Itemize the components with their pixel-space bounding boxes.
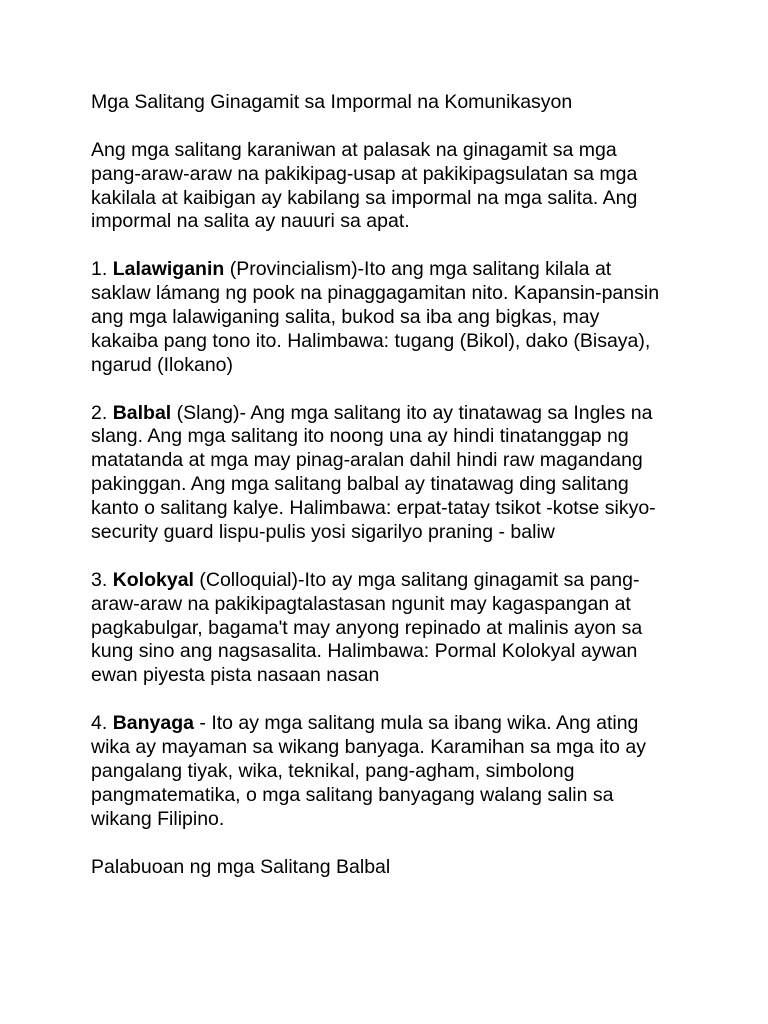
paragraph-line: Ang mga salitang karaniwan at palasak na ginagamit sa mga xyxy=(91,138,617,161)
item-text: (Provincialism)-Ito ang mga salitang kilala at xyxy=(224,258,612,281)
item-text: (Colloquial)-Ito ay mga salitang ginagamit sa pang- xyxy=(193,568,640,591)
paragraph-line: kakilala at kaibigan ay kabilang sa impormal na mga salita. Ang xyxy=(91,186,638,209)
document-body xyxy=(91,91,691,879)
item-term: Balbal xyxy=(112,401,172,424)
item-first-line xyxy=(91,402,691,426)
paragraph-line: ngarud (Ilokano) xyxy=(91,353,234,376)
paragraph-line: kakaiba pang tono ito. Halimbawa: tugang (Bikol), dako (Bisaya), xyxy=(91,329,651,352)
paragraph-line: kanto o salitang kalye. Halimbawa: erpat-tatay tsikot -kotse sikyo- xyxy=(91,497,656,520)
item-term: Banyaga xyxy=(112,712,194,735)
paragraph-line: security guard lispu-pulis yosi sigarilyo praning - baliw xyxy=(91,521,555,544)
paragraph-line: pang-araw-araw na pakikipag-usap at pakikipagsulatan sa mga xyxy=(91,162,638,185)
item-number: 4. xyxy=(91,712,113,735)
item-first-line xyxy=(91,258,691,282)
paragraph-line: matatanda at mga may pinag-aralan dahil hindi raw magandang xyxy=(91,449,643,472)
item-balbal xyxy=(91,402,691,545)
item-number: 1. xyxy=(91,258,113,281)
paragraph-line: ewan piyesta pista nasaan nasan xyxy=(91,664,380,687)
item-number: 2. xyxy=(91,401,113,424)
intro-paragraph xyxy=(91,139,691,235)
paragraph-line: ang mga lalawiganing salita, bukod sa iba ang bigkas, may xyxy=(91,306,600,329)
item-first-line xyxy=(91,569,691,593)
paragraph-line: pangmatematika, o mga salitang banyagang walang salin sa xyxy=(91,783,614,806)
paragraph-line: wikang Filipino. xyxy=(91,807,225,830)
item-lalawiganin xyxy=(91,258,691,377)
document-title: Mga Salitang Ginagamit sa Impormal na Komunikasyon xyxy=(91,91,573,113)
item-first-line xyxy=(91,712,691,736)
paragraph-line: araw-araw na pakikipagtalastasan ngunit may kagaspangan at xyxy=(91,592,631,615)
paragraph-line: wika ay mayaman sa wikang banyaga. Karamihan sa mga ito ay xyxy=(91,736,646,759)
item-text: - Ito ay mga salitang mula sa ibang wika. Ang ating xyxy=(193,712,639,735)
paragraph-line: kung sino ang nagsasalita. Halimbawa: Pormal Kolokyal aywan xyxy=(91,640,638,663)
paragraph-line: pagkabulgar, bagama't may anyong repinado at malinis ayon sa xyxy=(91,616,643,639)
paragraph-line: slang. Ang mga salitang ito noong una ay hindi tinatanggap ng xyxy=(91,425,629,448)
item-banyaga xyxy=(91,712,691,831)
paragraph-line: impormal na salita ay nauuri sa apat. xyxy=(91,210,410,233)
paragraph-line: pakinggan. Ang mga salitang balbal ay tinatawag ding salitang xyxy=(91,473,629,496)
paragraph-line: saklaw lámang ng pook na pinaggagamitan nito. Kapansin-pansin xyxy=(91,282,660,305)
closing-heading: Palabuoan ng mga Salitang Balbal xyxy=(91,855,391,878)
paragraph-line: pangalang tiyak, wika, teknikal, pang-agham, simbolong xyxy=(91,759,575,782)
item-term: Kolokyal xyxy=(112,568,194,591)
item-text: (Slang)- Ang mga salitang ito ay tinatawag sa Ingles na xyxy=(171,401,653,424)
item-number: 3. xyxy=(91,568,113,591)
item-kolokyal xyxy=(91,569,691,688)
item-term: Lalawiganin xyxy=(112,258,225,281)
